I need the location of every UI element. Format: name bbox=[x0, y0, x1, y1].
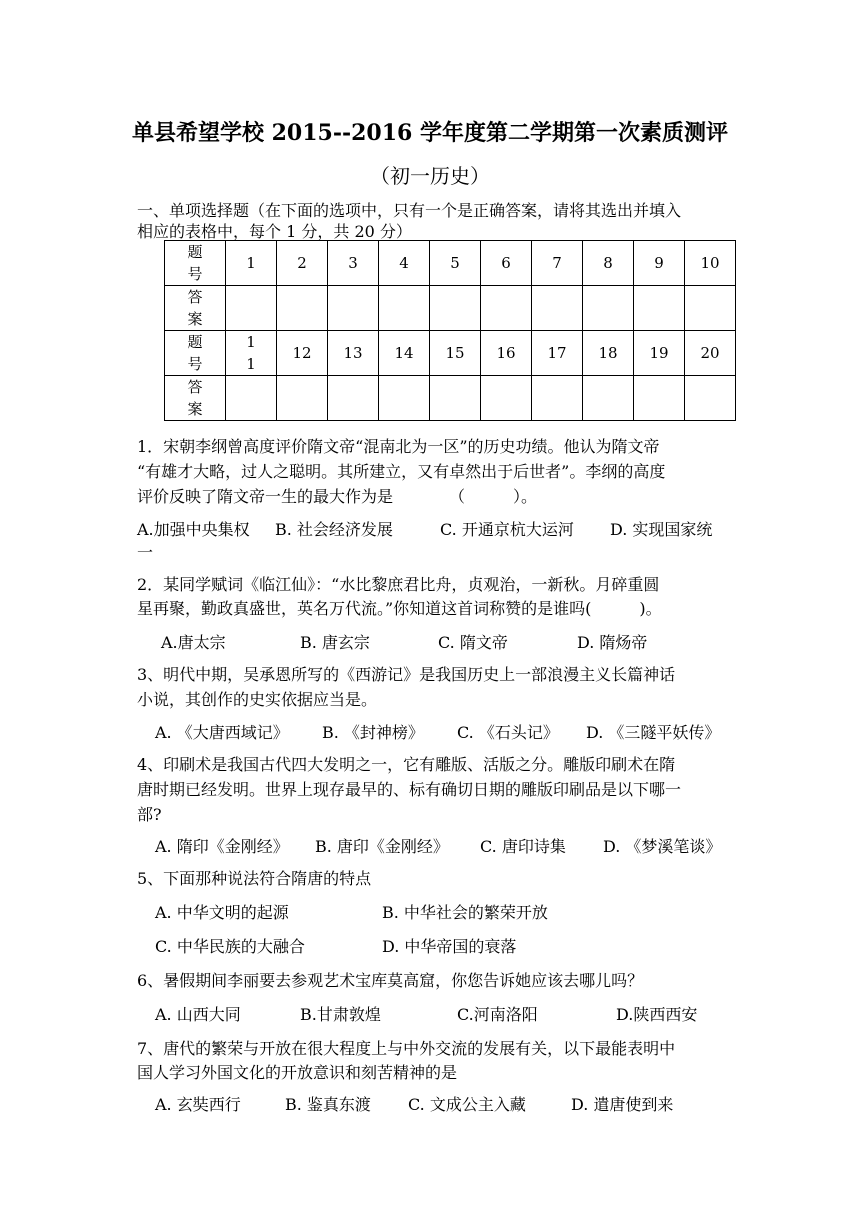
question-5-option-a[interactable]: A. 中华文明的起源 bbox=[155, 903, 289, 922]
answer-cell[interactable] bbox=[226, 376, 277, 421]
question-3-line2: 小说，其创作的史实依据应当是。 bbox=[137, 690, 378, 709]
question-2-option-c[interactable]: C. 隋文帝 bbox=[438, 633, 508, 652]
question-5-line1: 5、下面那种说法符合隋唐的特点 bbox=[137, 869, 372, 888]
document-title: 单县希望学校 2015--2016 学年度第二学期第一次素质测评 bbox=[131, 120, 729, 146]
answer-cell[interactable] bbox=[277, 286, 328, 331]
question-4-option-a[interactable]: A. 隋印《金刚经》 bbox=[155, 837, 289, 856]
answer-cell[interactable] bbox=[634, 376, 685, 421]
row-header-question: 题 号 bbox=[165, 241, 226, 286]
question-7-line2: 国人学习外国文化的开放意识和刻苦精神的是 bbox=[137, 1063, 458, 1082]
question-number-cell: 6 bbox=[481, 241, 532, 286]
table-row bbox=[165, 331, 736, 376]
question-number-cell: 13 bbox=[328, 331, 379, 376]
answer-cell[interactable] bbox=[430, 286, 481, 331]
question-4-option-b[interactable]: B. 唐印《金刚经》 bbox=[315, 837, 449, 856]
question-6-option-b[interactable]: B.甘肃敦煌 bbox=[300, 1005, 381, 1024]
question-3-option-a[interactable]: A. 《大唐西域记》 bbox=[155, 723, 289, 742]
question-5-option-c[interactable]: C. 中华民族的大融合 bbox=[155, 937, 305, 956]
question-3-option-c[interactable]: C. 《石头记》 bbox=[457, 723, 559, 742]
question-7-option-d[interactable]: D. 遣唐使到来 bbox=[571, 1095, 674, 1114]
question-6-line1: 6、暑假期间李丽要去参观艺术宝库莫高窟，你您告诉她应该去哪儿吗？ bbox=[137, 971, 644, 990]
answer-cell[interactable] bbox=[379, 376, 430, 421]
row-header-question: 题 号 bbox=[165, 331, 226, 376]
question-number-cell: 4 bbox=[379, 241, 430, 286]
answer-cell[interactable] bbox=[379, 286, 430, 331]
question-2-option-b[interactable]: B. 唐玄宗 bbox=[300, 633, 370, 652]
question-1-line3: 评价反映了隋文帝一生的最大作为是 （ ）。 bbox=[137, 487, 538, 506]
answer-cell[interactable] bbox=[328, 286, 379, 331]
document-subtitle: （初一历史） bbox=[370, 164, 490, 188]
question-number-cell: 5 bbox=[430, 241, 481, 286]
question-4-option-c[interactable]: C. 唐印诗集 bbox=[480, 837, 566, 856]
question-number-cell: 17 bbox=[532, 331, 583, 376]
question-1-line2: “有雄才大略，过人之聪明。其所建立，又有卓然出于后世者”。李纲的高度 bbox=[137, 462, 666, 481]
question-7-option-b[interactable]: B. 鉴真东渡 bbox=[285, 1095, 371, 1114]
question-7-line1: 7、唐代的繁荣与开放在很大程度上与中外交流的发展有关，以下最能表明中 bbox=[137, 1039, 676, 1058]
question-number-cell: 20 bbox=[685, 331, 736, 376]
answer-cell[interactable] bbox=[532, 286, 583, 331]
answer-cell[interactable] bbox=[583, 286, 634, 331]
question-3-option-d[interactable]: D. 《三隧平妖传》 bbox=[586, 723, 721, 742]
question-6-option-d[interactable]: D.陕西西安 bbox=[616, 1005, 698, 1024]
row-header-answer: 答 案 bbox=[165, 286, 226, 331]
answer-cell[interactable] bbox=[634, 286, 685, 331]
question-1-option-b[interactable]: B. 社会经济发展 bbox=[275, 520, 393, 539]
question-number-cell: 18 bbox=[583, 331, 634, 376]
question-1-option-d[interactable]: D. 实现国家统 bbox=[610, 520, 713, 539]
answer-cell[interactable] bbox=[481, 286, 532, 331]
table-row bbox=[165, 286, 736, 331]
question-4-line1: 4、印刷术是我国古代四大发明之一，它有雕版、活版之分。雕版印刷术在隋 bbox=[137, 755, 676, 774]
row-header-answer: 答 案 bbox=[165, 376, 226, 421]
answer-cell[interactable] bbox=[430, 376, 481, 421]
question-number-cell: 19 bbox=[634, 331, 685, 376]
answer-cell[interactable] bbox=[277, 376, 328, 421]
question-number-cell: 12 bbox=[277, 331, 328, 376]
question-number-cell: 9 bbox=[634, 241, 685, 286]
question-number-cell: 14 bbox=[379, 331, 430, 376]
question-number-cell: 10 bbox=[685, 241, 736, 286]
question-7-option-a[interactable]: A. 玄奘西行 bbox=[155, 1095, 241, 1114]
answer-cell[interactable] bbox=[583, 376, 634, 421]
question-3-line1: 3、明代中期，吴承恩所写的《西游记》是我国历史上一部浪漫主义长篇神话 bbox=[137, 665, 676, 684]
question-number-cell: 8 bbox=[583, 241, 634, 286]
question-number-cell: 1 1 bbox=[226, 331, 277, 376]
answer-cell[interactable] bbox=[328, 376, 379, 421]
question-7-option-c[interactable]: C. 文成公主入藏 bbox=[408, 1095, 526, 1114]
question-number-cell: 15 bbox=[430, 331, 481, 376]
answer-cell[interactable] bbox=[481, 376, 532, 421]
question-1-option-c[interactable]: C. 开通京杭大运河 bbox=[440, 520, 574, 539]
question-2-line2: 星再聚，勤政真盛世，英名万代流。”你知道这首词称赞的是谁吗( )。 bbox=[137, 599, 662, 618]
question-1-option-a[interactable]: A.加强中央集权 bbox=[137, 520, 250, 539]
question-5-option-d[interactable]: D. 中华帝国的衰落 bbox=[382, 937, 517, 956]
question-4-option-d[interactable]: D. 《梦溪笔谈》 bbox=[603, 837, 722, 856]
answer-table bbox=[164, 240, 736, 421]
question-2-line1: 2．某同学赋词《临江仙》：“水比黎庶君比舟，贞观治，一新秋。月碎重圆 bbox=[137, 575, 660, 594]
question-number-cell: 2 bbox=[277, 241, 328, 286]
table-row bbox=[165, 376, 736, 421]
question-6-option-a[interactable]: A. 山西大同 bbox=[155, 1005, 241, 1024]
answer-cell[interactable] bbox=[685, 376, 736, 421]
answer-cell[interactable] bbox=[685, 286, 736, 331]
question-2-option-a[interactable]: A.唐太宗 bbox=[161, 633, 226, 652]
question-3-option-b[interactable]: B. 《封神榜》 bbox=[322, 723, 424, 742]
table-row bbox=[165, 241, 736, 286]
question-2-option-d[interactable]: D. 隋炀帝 bbox=[577, 633, 648, 652]
question-number-cell: 3 bbox=[328, 241, 379, 286]
question-number-cell: 1 bbox=[226, 241, 277, 286]
section-instructions-line2: 相应的表格中，每个 1 分，共 20 分） bbox=[137, 222, 412, 241]
answer-cell[interactable] bbox=[532, 376, 583, 421]
question-number-cell: 16 bbox=[481, 331, 532, 376]
question-6-option-c[interactable]: C.河南洛阳 bbox=[457, 1005, 538, 1024]
question-5-option-b[interactable]: B. 中华社会的繁荣开放 bbox=[382, 903, 548, 922]
question-number-cell: 7 bbox=[532, 241, 583, 286]
question-1-line1: 1．宋朝李纲曾高度评价隋文帝“混南北为一区”的历史功绩。他认为隋文帝 bbox=[137, 437, 660, 456]
question-4-line2: 唐时期已经发明。世界上现存最早的、标有确切日期的雕版印刷品是以下哪一 bbox=[137, 780, 682, 799]
section-instructions-line1: 一、单项选择题（在下面的选项中，只有一个是正确答案，请将其选出并填入 bbox=[137, 201, 682, 220]
answer-cell[interactable] bbox=[226, 286, 277, 331]
question-1-option-d-tail: 一 bbox=[137, 543, 154, 562]
question-4-line3: 部? bbox=[137, 805, 162, 824]
